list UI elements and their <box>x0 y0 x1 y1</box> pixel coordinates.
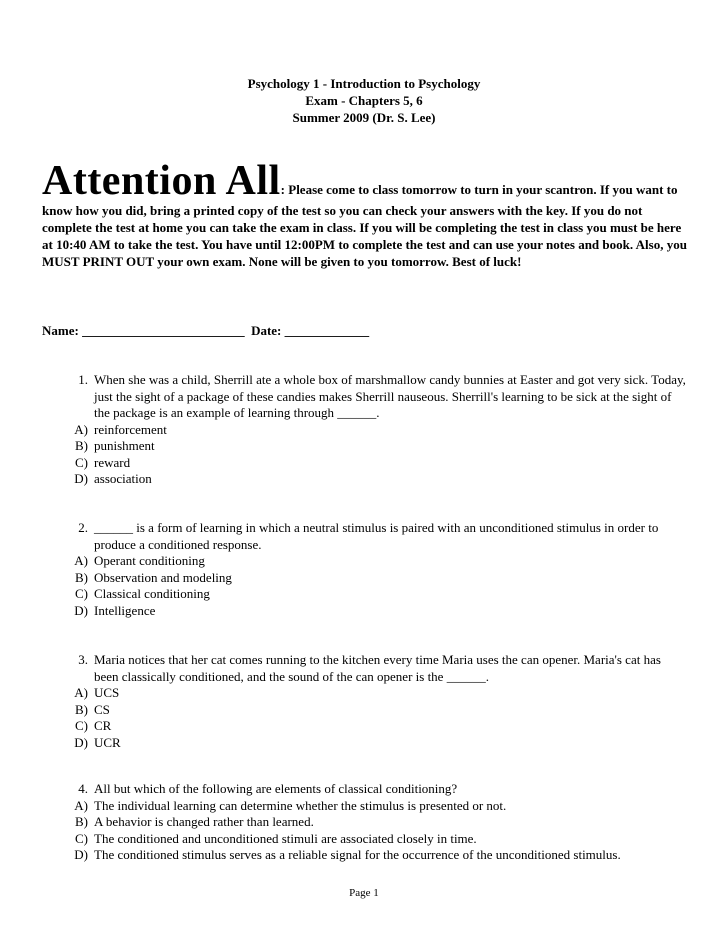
option-letter: B) <box>75 438 88 453</box>
option-text: A behavior is changed rather than learned. <box>94 814 314 829</box>
question-text: When she was a child, Sherrill ate a whole box of marshmallow candy bunnies at Easter and got very sick. Today, just the sight of a package of these candies makes Sherrill nauseous. Sherrill's learning to be sick at the sight of the package is an example of learning through ______. <box>94 372 686 420</box>
question-text: ______ is a form of learning in which a neutral stimulus is paired with an unconditioned stimulus in order to produce a conditioned response. <box>94 520 659 552</box>
option-letter: C) <box>75 586 88 601</box>
exam-title: Exam - Chapters 5, 6 <box>305 93 423 108</box>
option-c <box>48 718 688 735</box>
option-d <box>48 603 688 620</box>
option-a <box>48 553 688 570</box>
option-letter: D) <box>74 471 88 486</box>
term-instructor: Summer 2009 (Dr. S. Lee) <box>292 110 436 125</box>
question-number: 2. <box>78 520 88 535</box>
option-text: Classical conditioning <box>94 586 210 601</box>
option-letter: D) <box>74 602 88 618</box>
option-c <box>48 831 688 848</box>
option-text: reinforcement <box>94 421 167 437</box>
option-text: The individual learning can determine whether the stimulus is presented or not. <box>94 797 507 813</box>
option-text: UCR <box>94 734 121 750</box>
option-letter: B) <box>75 701 88 717</box>
question-1 <box>48 372 688 488</box>
question-number: 3. <box>78 652 88 667</box>
course-title: Psychology 1 - Introduction to Psychology <box>247 76 481 91</box>
option-a <box>48 422 688 439</box>
option-text: Intelligence <box>94 602 156 618</box>
option-d <box>48 847 688 864</box>
name-date-line: Name: _________________________ Date: _____________ <box>42 323 370 338</box>
attention-heading: Attention All <box>42 158 281 204</box>
option-text: association <box>94 471 152 486</box>
option-letter: A) <box>74 421 88 437</box>
question-number: 1. <box>78 372 88 387</box>
attention-message: : Please come to class tomorrow to turn in your scantron. If you want to know how you did, bring a printed copy of the test so you can check your answers with the key. If you do not complete the test at home you can take the exam in class. If you will be completing the test in class you must be here at 10:40 AM to take the test. You have until 12:00PM to complete the test and can use your notes and book. Also, you MUST PRINT OUT your own exam. None will be given to you tomorrow. Best of luck! <box>42 182 687 269</box>
option-text: CR <box>94 718 112 733</box>
option-letter: A) <box>74 685 88 700</box>
option-text: The conditioned stimulus serves as a reliable signal for the occurrence of the unconditioned stimulus. <box>94 847 621 862</box>
option-d <box>48 471 688 488</box>
option-letter: B) <box>75 569 88 585</box>
option-text: UCS <box>94 685 120 700</box>
option-a <box>48 798 688 815</box>
option-letter: C) <box>75 718 88 733</box>
option-text: punishment <box>94 438 155 453</box>
option-b <box>48 570 688 587</box>
option-letter: A) <box>74 797 88 813</box>
attention-notice <box>42 160 692 270</box>
option-letter: C) <box>75 454 88 470</box>
question-number: 4. <box>78 781 88 796</box>
option-text: reward <box>94 454 131 470</box>
question-3 <box>48 652 688 751</box>
option-text: Observation and modeling <box>94 569 232 585</box>
option-letter: A) <box>74 553 88 568</box>
option-letter: D) <box>74 734 88 750</box>
option-letter: B) <box>75 814 88 829</box>
option-b <box>48 438 688 455</box>
option-c <box>48 586 688 603</box>
page-number: Page 1 <box>349 887 379 899</box>
option-text: CS <box>94 701 110 717</box>
option-letter: C) <box>75 830 88 846</box>
option-c <box>48 455 688 472</box>
option-a <box>48 685 688 702</box>
option-b <box>48 702 688 719</box>
option-text: Operant conditioning <box>94 553 205 568</box>
question-4 <box>48 781 688 864</box>
question-text: All but which of the following are elements of classical conditioning? <box>94 781 458 796</box>
exam-header <box>0 75 728 126</box>
option-b <box>48 814 688 831</box>
option-d <box>48 735 688 752</box>
question-text: Maria notices that her cat comes running to the kitchen every time Maria uses the can opener. Maria's cat has been classically conditioned, and the sound of the can opener is the ______. <box>94 652 661 684</box>
question-2 <box>48 520 688 619</box>
option-letter: D) <box>74 847 88 862</box>
option-text: The conditioned and unconditioned stimuli are associated closely in time. <box>94 830 477 846</box>
